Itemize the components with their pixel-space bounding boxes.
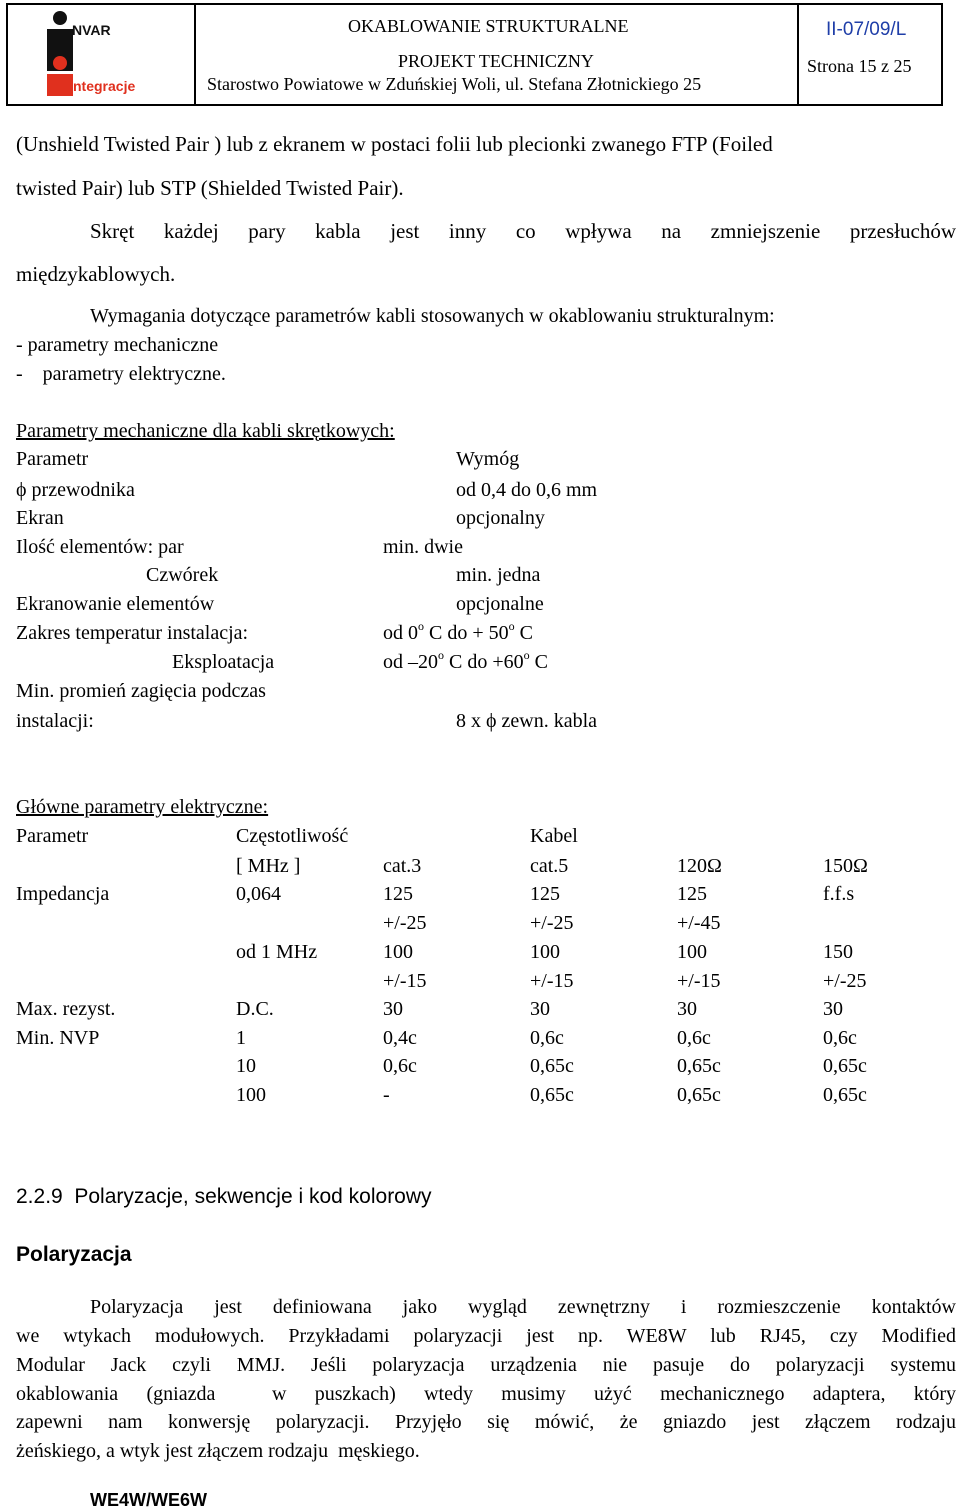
table-cell: 0,65c — [677, 1055, 721, 1077]
body-text-line: międzykablowych. — [16, 262, 176, 286]
table-cell: 1 — [236, 1027, 246, 1049]
paragraph-line: Modular Jack czyli MMJ. Jeśli polaryzacja urządzenia nie pasuje do polaryzacji systemu — [16, 1354, 956, 1376]
table-cell: 100 — [383, 941, 413, 963]
header-title-line3: Starostwo Powiatowe w Zduńskiej Woli, ul. Stefana Złotnickiego 25 — [207, 74, 702, 94]
table-cell: 0,6c — [383, 1055, 417, 1077]
table-cell: +/-45 — [677, 912, 721, 934]
table-cell: 30 — [530, 998, 550, 1020]
table-cell: 125 — [530, 883, 560, 905]
table-cell: 100 — [677, 941, 707, 963]
table-cell: 0,65c — [823, 1055, 867, 1077]
param-label: Ekranowanie elementów — [16, 593, 215, 615]
col-header-req: Wymóg — [456, 448, 520, 470]
degree-mark: o — [438, 648, 444, 662]
page-number: Strona 15 z 25 — [807, 56, 912, 76]
degree-mark: o — [523, 648, 530, 662]
param-value: min. jedna — [456, 564, 541, 586]
temp-text: od –20 — [383, 651, 438, 673]
temp-text: C — [534, 651, 548, 673]
table-header-cat3: cat.3 — [383, 855, 422, 877]
table-cell: 0,6c — [677, 1027, 711, 1049]
param-value: opcjonalne — [456, 593, 544, 615]
temp-text: C do + 50 — [429, 622, 509, 644]
param-value — [383, 648, 548, 674]
paragraph-line: żeńskiego, a wtyk jest złączem rodzaju męskiego. — [16, 1440, 420, 1462]
body-text-line: Wymagania dotyczące parametrów kabli stosowanych w okablowaniu strukturalnym: — [90, 305, 775, 327]
param-label: Czwórek — [146, 564, 219, 586]
param-label: Ilość elementów: par — [16, 536, 184, 558]
table-cell: 100 — [530, 941, 560, 963]
table-cell: 10 — [236, 1055, 256, 1077]
logo-top-text: NVAR — [72, 22, 111, 38]
param-value — [383, 619, 533, 645]
degree-mark: o — [508, 619, 515, 633]
table-cell: 0,65c — [530, 1084, 574, 1106]
table-header-120ohm: 120Ω — [677, 855, 722, 877]
table-cell: 30 — [823, 998, 843, 1020]
param-value: od 0,4 do 0,6 mm — [456, 479, 598, 501]
table-cell: +/-25 — [530, 912, 574, 934]
paragraph-line: we wtykach modułowych. Przykładami polaryzacji jest np. WE8W lub RJ45, czy Modified — [16, 1325, 956, 1347]
table-header-unit: [ MHz ] — [236, 855, 301, 877]
temp-text: C — [519, 622, 533, 644]
param-label: Eksploatacja — [172, 651, 275, 673]
table-cell: 0,65c — [823, 1084, 867, 1106]
logo-bottom-text: ntegracje — [73, 78, 136, 94]
paragraph-line: okablowania (gniazda w puszkach) wtedy musimy użyć mechanicznego adaptera, który — [16, 1383, 956, 1405]
table-cell: Impedancja — [16, 883, 110, 905]
table-cell: 0,064 — [236, 883, 281, 905]
table-cell: +/-25 — [383, 912, 427, 934]
temp-text: C do +60 — [449, 651, 524, 673]
mechanical-heading: Parametry mechaniczne dla kabli skrętkowych: — [16, 420, 395, 442]
table-cell: 0,6c — [823, 1027, 857, 1049]
param-value: 8 x ϕ zewn. kabla — [456, 710, 598, 732]
bullet-item: - parametry mechaniczne — [16, 334, 219, 356]
company-logo — [14, 8, 184, 102]
col-header-param: Parametr — [16, 448, 89, 470]
table-cell: 0,65c — [530, 1055, 574, 1077]
header-title-line2: PROJEKT TECHNICZNY — [398, 51, 594, 71]
param-label: Min. promień zagięcia podczas — [16, 680, 266, 702]
table-cell: 0,6c — [530, 1027, 564, 1049]
table-cell: 0,65c — [677, 1084, 721, 1106]
body-text-line: twisted Pair) lub STP (Shielded Twisted Pair). — [16, 176, 404, 200]
param-value: min. dwie — [383, 536, 463, 558]
table-header-frequency: Częstotliwość — [236, 825, 349, 847]
table-header-cable: Kabel — [530, 825, 578, 847]
table-cell: - — [383, 1084, 390, 1106]
table-cell: D.C. — [236, 998, 274, 1020]
bullet-item: - parametry elektryczne. — [16, 363, 226, 385]
table-cell: 100 — [236, 1084, 266, 1106]
table-cell: 150 — [823, 941, 853, 963]
table-cell: 30 — [383, 998, 403, 1020]
table-cell: Min. NVP — [16, 1027, 100, 1049]
subsection-label: WE4W/WE6W — [90, 1490, 207, 1510]
degree-mark: o — [418, 619, 424, 633]
body-text-line: (Unshield Twisted Pair ) lub z ekranem w postaci folii lub plecionki zwanego FTP (Foiled — [16, 132, 773, 156]
document-code: II-07/09/L — [826, 19, 907, 40]
table-header-cat5: cat.5 — [530, 855, 569, 877]
table-cell: +/-15 — [383, 970, 427, 992]
table-cell: 0,4c — [383, 1027, 417, 1049]
table-cell: od 1 MHz — [236, 941, 318, 963]
paragraph-line: zapewni nam konwersję polaryzacji. Przyjęło się mówić, że gniazdo jest złączem rodzaju — [16, 1411, 956, 1433]
param-value: opcjonalny — [456, 507, 545, 529]
header-divider — [797, 5, 799, 104]
table-header-param: Parametr — [16, 825, 89, 847]
header-divider — [194, 5, 196, 104]
table-cell: +/-25 — [823, 970, 867, 992]
paragraph-line: Polaryzacja jest definiowana jako wygląd zewnętrzny i rozmieszczenie kontaktów — [90, 1296, 956, 1318]
body-text-line: Skręt każdej pary kabla jest inny co wpływa na zmniejszenie przesłuchów — [90, 219, 956, 243]
table-cell: 125 — [677, 883, 707, 905]
header-title-line1: OKABLOWANIE STRUKTURALNE — [348, 16, 629, 36]
param-label: ϕ przewodnika — [16, 479, 135, 501]
electrical-heading: Główne parametry elektryczne: — [16, 796, 269, 818]
subsection-heading: Polaryzacja — [16, 1243, 132, 1266]
param-label: instalacji: — [16, 710, 94, 732]
table-cell: +/-15 — [677, 970, 721, 992]
table-cell: Max. rezyst. — [16, 998, 116, 1020]
table-cell: f.f.s — [823, 883, 855, 905]
section-heading: 2.2.9 Polaryzacje, sekwencje i kod kolorowy — [16, 1185, 432, 1208]
table-cell: +/-15 — [530, 970, 574, 992]
table-header-150ohm: 150Ω — [823, 855, 868, 877]
temp-text: od 0 — [383, 622, 418, 644]
param-label: Ekran — [16, 507, 64, 529]
table-cell: 125 — [383, 883, 413, 905]
param-label: Zakres temperatur instalacja: — [16, 622, 249, 644]
table-cell: 30 — [677, 998, 697, 1020]
